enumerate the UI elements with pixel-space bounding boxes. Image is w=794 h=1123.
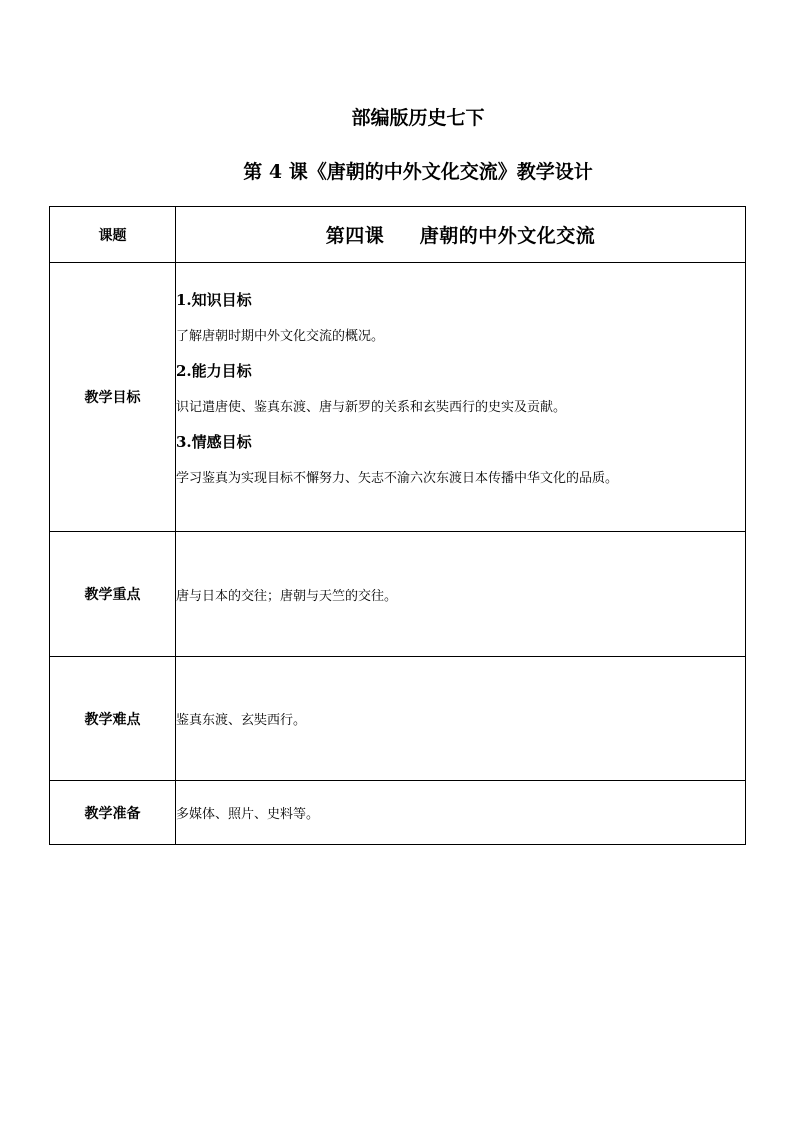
key-points-label: 教学重点 [50, 532, 176, 657]
lesson-plan-table [49, 206, 746, 845]
topic-label: 课题 [50, 207, 176, 263]
page-subtitle: 第 4 课《唐朝的中外文化交流》教学设计 [243, 161, 593, 183]
objectives-label: 教学目标 [50, 263, 176, 532]
goal-heading-emotion: 3.情感目标 [176, 433, 252, 451]
preparation-text: 多媒体、照片、史料等。 [176, 781, 746, 845]
preparation-label: 教学准备 [50, 781, 176, 845]
goal-text-emotion: 学习鉴真为实现目标不懈努力、矢志不渝六次东渡日本传播中华文化的品质。 [176, 471, 619, 486]
objectives-content [176, 263, 746, 532]
goal-heading-knowledge: 1.知识目标 [176, 291, 252, 309]
table-row-preparation [50, 781, 746, 845]
table-row-topic [50, 207, 746, 263]
goal-text-knowledge: 了解唐朝时期中外文化交流的概况。 [176, 329, 385, 344]
page-title: 部编版历史七下 [351, 107, 485, 129]
difficulties-text: 鉴真东渡、玄奘西行。 [176, 657, 746, 781]
goal-text-ability: 识记遣唐使、鉴真东渡、唐与新罗的关系和玄奘西行的史实及贡献。 [176, 400, 567, 415]
table-row-objectives [50, 263, 746, 532]
table-row-difficulties [50, 657, 746, 781]
difficulties-label: 教学难点 [50, 657, 176, 781]
table-row-key-points [50, 532, 746, 657]
goal-heading-ability: 2.能力目标 [176, 362, 252, 380]
key-points-text: 唐与日本的交往；唐朝与天竺的交往。 [176, 532, 746, 657]
topic-value: 第四课 唐朝的中外文化交流 [176, 207, 746, 263]
